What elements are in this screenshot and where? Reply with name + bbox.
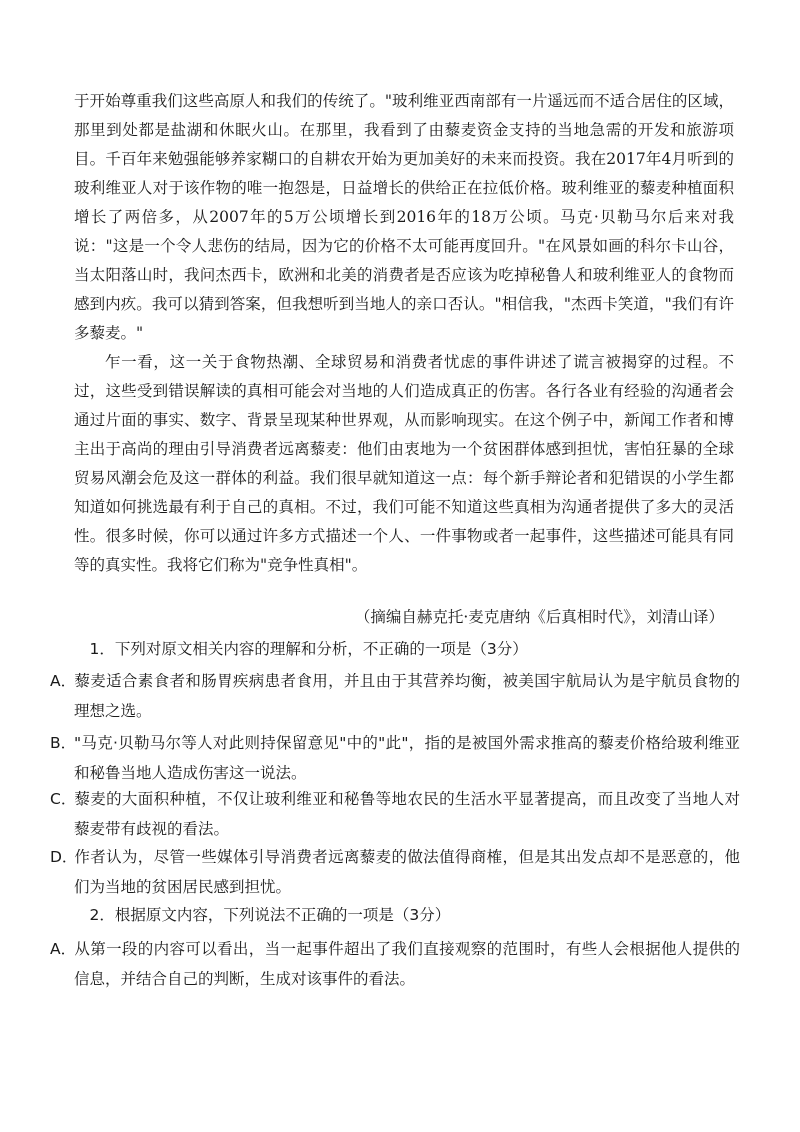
option-letter: C． <box>50 790 77 808</box>
passage-paragraph: 于开始尊重我们这些高原人和我们的传统了。"玻利维亚西南部有一片遥远而不适合居住的区域，那里到处都是盐湖和休眠火山。在那里，我看到了由藜麦资金支持的当地急需的开发和旅游项目。千百年来勉强能够养家糊口的自耕农开始为更加美好的未来而投资。我在2017年4月听到的玻利维亚人对于该作物的唯一抱怨是，日益增长的供给正在拉低价格。玻利维亚的藜麦种植面积增长了两倍多，从2007年的5万公顷增长到2016年的18万公顷。马克·贝勒马尔后来对我说："这是一个令人悲伤的结局，因为它的价格不太可能再度回升。"在风景如画的科尔卡山谷，当太阳落山时，我问杰西卡，欧洲和北美的消费者是否应该为吃掉秘鲁人和玻利维亚人的食物而感到内疚。我可以猜到答案，但我想听到当地人的亲口否认。"相信我，"杰西卡笑道，"我们有许多藜麦。" <box>74 92 734 342</box>
option-text: 从第一段的内容可以看出，当一起事件超出了我们直接观察的范围时，有些人会根据他人提供的信息，并结合自己的判断，生成对该事件的看法。 <box>74 940 740 988</box>
answer-option <box>50 842 740 902</box>
passage-paragraph: 乍一看，这一关于食物热潮、全球贸易和消费者忧虑的事件讲述了谎言被揭穿的过程。不过，这些受到错误解读的真相可能会对当地的人们造成真正的伤害。各行各业有经验的沟通者会通过片面的事实、数字、背景呈现某种世界观，从而影响现实。在这个例子中，新闻工作者和博主出于高尚的理由引导消费者远离藜麦：他们由衷地为一个贫困群体感到担忧，害怕狂暴的全球贸易风潮会危及这一群体的利益。我们很早就知道这一点：每个新手辩论者和犯错误的小学生都知道如何挑选最有利于自己的真相。不过，我们可能不知道这些真相为沟通者提供了多大的灵活性。很多时候，你可以通过许多方式描述一个人、一件事物或者一起事件，这些描述可能具有同等的真实性。我将它们称为"竞争性真相"。 <box>74 353 734 574</box>
option-text: 藜麦适合素食者和肠胃疾病患者食用，并且由于其营养均衡，被美国宇航局认为是宇航员食物的理想之选。 <box>74 672 740 720</box>
answer-option <box>50 784 740 844</box>
option-text: 作者认为，尽管一些媒体引导消费者远离藜麦的做法值得商榷，但是其出发点却不是恶意的，他们为当地的贫困居民感到担忧。 <box>74 848 740 896</box>
option-letter: A． <box>50 672 77 690</box>
question-stem: 2．根据原文内容，下列说法不正确的一项是（3分） <box>89 906 451 924</box>
question-stem: 1．下列对原文相关内容的理解和分析，不正确的一项是（3分） <box>89 640 528 658</box>
option-letter: A． <box>50 940 77 958</box>
source-attribution: （摘编自赫克托·麦克唐纳《后真相时代》，刘清山译） <box>354 608 724 626</box>
answer-option <box>50 728 740 788</box>
option-text: "马克·贝勒马尔等人对此则持保留意见"中的"此"，指的是被国外需求推高的藜麦价格给玻利维亚和秘鲁当地人造成伤害这一说法。 <box>74 734 740 782</box>
answer-option <box>50 934 740 994</box>
passage-body <box>74 87 734 580</box>
option-letter: D． <box>50 848 78 866</box>
option-letter: B． <box>50 734 77 752</box>
answer-option <box>50 666 740 726</box>
option-text: 藜麦的大面积种植，不仅让玻利维亚和秘鲁等地农民的生活水平显著提高，而且改变了当地人对藜麦带有歧视的看法。 <box>74 790 740 838</box>
